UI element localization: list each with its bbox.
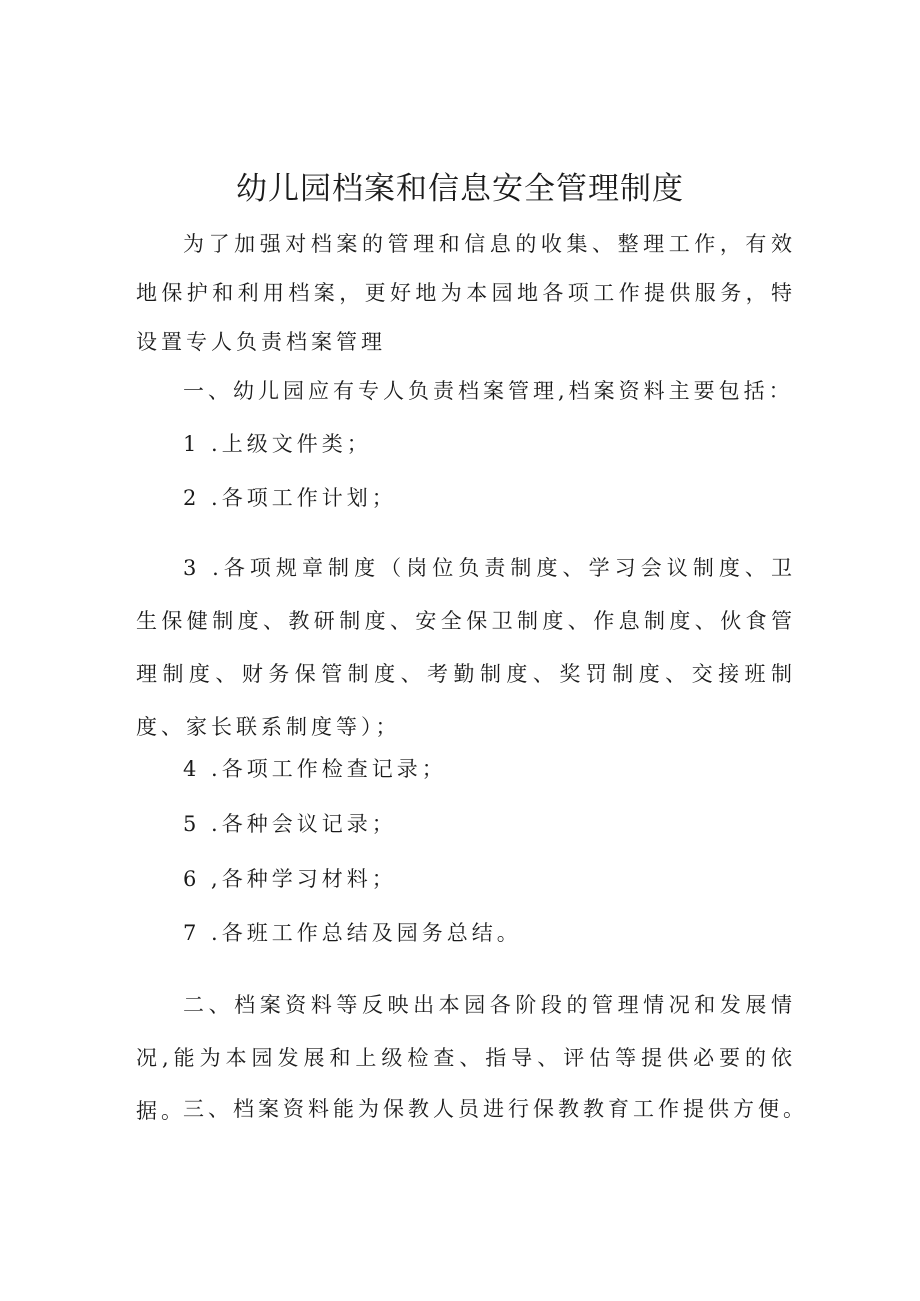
list-item-1: 1 .上级文件类；	[183, 432, 372, 456]
section2-paragraph: 二、档案资料等反映出本园各阶段的管理情况和发展情况,能为本园发展和上级检查、指导、评估等提供必要的依据。	[136, 993, 796, 1123]
list-item-7: 7 .各班工作总结及园务总结。	[183, 921, 522, 945]
list-item-5: 5 .各种会议记录；	[183, 812, 397, 836]
list-item-2: 2 .各项工作计划；	[183, 486, 397, 510]
section1-heading: 一、幼儿园应有专人负责档案管理,档案资料主要包括：	[183, 379, 794, 403]
document-title: 幼儿园档案和信息安全管理制度	[236, 171, 684, 207]
list-item-6: 6 ,各种学习材料；	[183, 867, 397, 891]
section3-paragraph: 三、档案资料能为保教人员进行保教教育工作提供方便。	[183, 1097, 808, 1121]
list-item-4: 4 .各项工作检查记录；	[183, 757, 447, 781]
list-item-3: 3 .各项规章制度（岗位负责制度、学习会议制度、卫生保健制度、教研制度、安全保卫制度、作息制度、伙食管理制度、财务保管制度、考勤制度、奖罚制度、交接班制度、家长联系制度等）；	[136, 556, 796, 739]
intro-paragraph: 为了加强对档案的管理和信息的收集、整理工作，有效地保护和利用档案，更好地为本园地各项工作提供服务，特设置专人负责档案管理	[136, 232, 796, 354]
